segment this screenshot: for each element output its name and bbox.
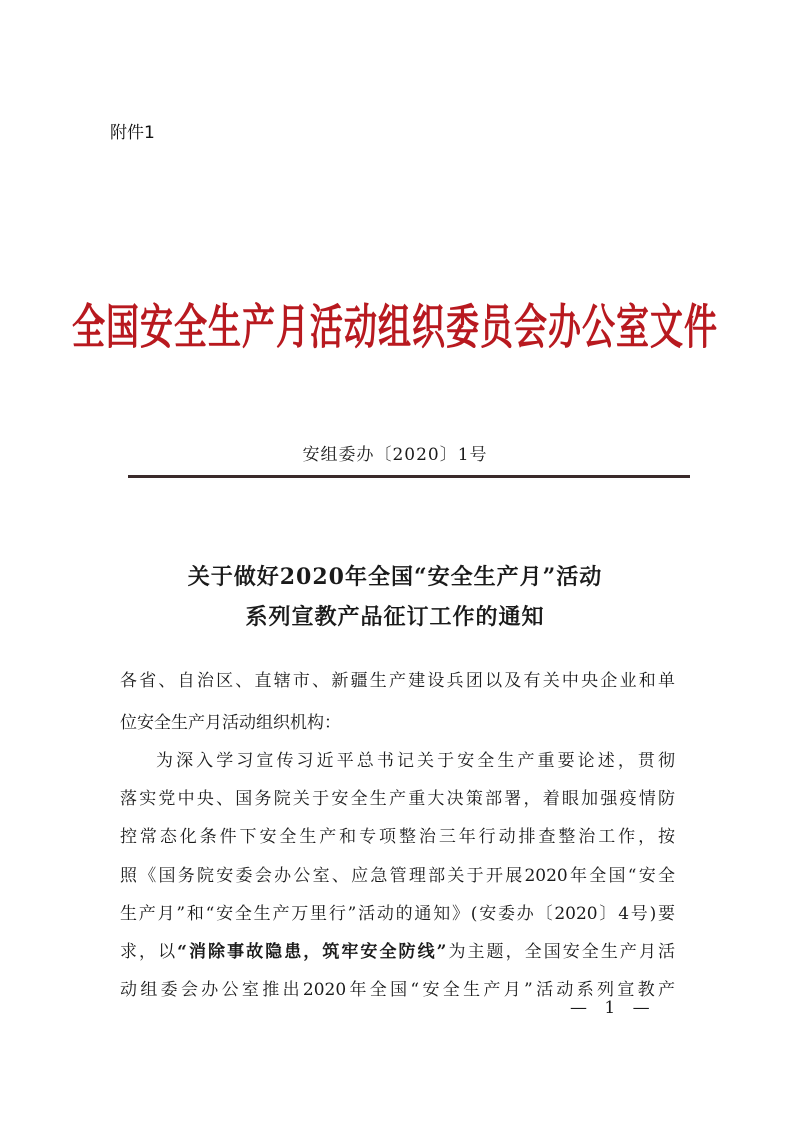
attachment-label: 附件1 [110,123,155,143]
body-line-7: 动组委会办公室推出2020年全国“安全生产月”活动系列宣教产 [120,980,675,1000]
body-line-6 [120,937,675,962]
body-line-6-prefix: 求，以 [120,942,178,962]
notice-title-line-2: 系列宣教产品征订工作的通知 [245,604,545,630]
salutation-line-1: 各省、自治区、直辖市、新疆生产建设兵团以及有关中央企业和单 [120,671,675,691]
salutation-line-2: 位安全生产月活动组织机构： [120,713,341,733]
body-line-3: 控常态化条件下安全生产和专项整治三年行动排查整治工作，按 [120,827,675,847]
campaign-theme: “消除事故隐患，筑牢安全防线” [177,942,447,962]
body-line-2: 落实党中央、国务院关于安全生产重大决策部署，着眼加强疫情防 [120,789,675,809]
body-line-4: 照《国务院安委会办公室、应急管理部关于开展2020年全国“安全 [120,866,675,886]
body-line-5: 生产月”和“安全生产万里行”活动的通知》(安委办〔2020〕4号)要 [120,904,675,924]
body-line-6-suffix: 为主题，全国安全生产月活 [446,942,675,962]
page-number: — 1 — [570,998,656,1018]
issuer-red-header: 全国安全生产月活动组织委员会办公室文件 [72,298,718,356]
header-divider-rule [128,475,690,478]
body-line-1: 为深入学习宣传习近平总书记关于安全生产重要论述，贯彻 [156,751,675,771]
document-number: 安组委办〔2020〕1号 [302,445,488,465]
notice-title-line-1: 关于做好2020年全国“安全生产月”活动 [187,564,603,590]
